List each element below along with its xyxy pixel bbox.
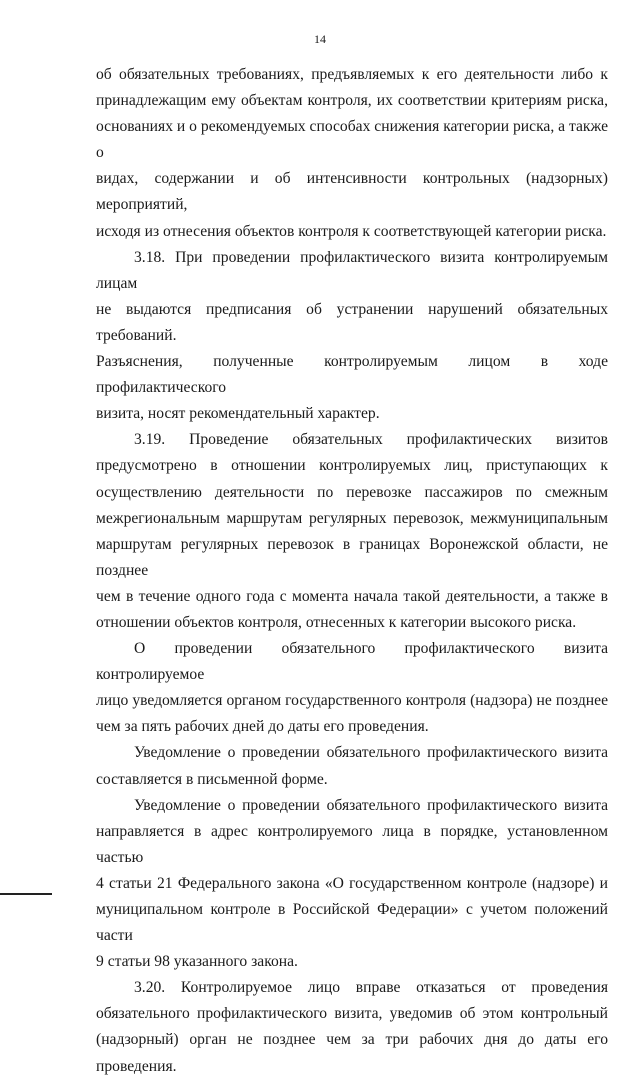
paragraph-1-line-1: об обязательных требованиях, предъявляемых к его деятельности либо к — [96, 66, 608, 83]
paragraph-4-line-2: лицо уведомляется органом государственного контроля (надзора) не позднее — [96, 692, 608, 710]
paragraph-2-line-1: 3.18. При проведении профилактического визита контролируемым лицам — [96, 248, 608, 292]
paragraph-6-line-5: 9 статьи 98 указанного закона. — [96, 953, 298, 971]
paragraph-6-line-4: муниципальном контроле в Российской Федерации» с учетом положений части — [96, 901, 608, 945]
paragraph-1-line-4: видах, содержании и об интенсивности контрольных (надзорных) мероприятий, — [96, 170, 608, 214]
paragraph-2-line-2: не выдаются предписания об устранении нарушений обязательных требований. — [96, 300, 608, 344]
page-number: 14 — [314, 32, 326, 46]
paragraph-6-line-3: 4 статьи 21 Федерального закона «О государственном контроле (надзоре) и — [96, 874, 608, 892]
paragraph-4-line-3: чем за пять рабочих дней до даты его проведения. — [96, 718, 429, 736]
paragraph-4-line-1: О проведении обязательного профилактического визита контролируемое — [96, 640, 608, 684]
body-text — [96, 62, 608, 1080]
paragraph-2-line-4: визита, носят рекомендательный характер. — [96, 405, 380, 423]
scan-edge-mark — [0, 893, 52, 895]
paragraph-3-line-2: предусмотрено в отношении контролируемых лиц, приступающих к — [96, 457, 608, 475]
paragraph-5-line-1: Уведомление о проведении обязательного профилактического визита — [134, 744, 608, 762]
paragraph-3-line-7: отношении объектов контроля, отнесенных к категории высокого риска. — [96, 613, 577, 631]
paragraph-6-line-1: Уведомление о проведении обязательного профилактического визита — [134, 796, 608, 814]
paragraph-5-line-2: составляется в письменной форме. — [96, 770, 328, 788]
paragraph-3-line-6: чем в течение одного года с момента начала такой деятельности, а также в — [96, 587, 608, 605]
paragraph-1-line-5: исходя из отнесения объектов контроля к соответствующей категории риска. — [96, 222, 607, 240]
paragraph-2-line-3: Разъяснения, полученные контролируемым лицом в ходе профилактического — [96, 353, 608, 397]
paragraph-3-line-1: 3.19. Проведение обязательных профилактических визитов — [134, 431, 608, 449]
paragraph-6-line-2: направляется в адрес контролируемого лица в порядке, установленном частью — [96, 822, 608, 866]
paragraph-1-line-3: основаниях и о рекомендуемых способах снижения категории риска, а также о — [96, 118, 608, 162]
paragraph-3-line-5: маршрутам регулярных перевозок в границах Воронежской области, не позднее — [96, 535, 608, 579]
paragraph-7-line-1: 3.20. Контролируемое лицо вправе отказаться от проведения — [134, 979, 608, 997]
paragraph-1-line-2: принадлежащим ему объектам контроля, их соответствии критериям риска, — [96, 92, 608, 110]
paragraph-7-line-3: (надзорный) орган не позднее чем за три рабочих дня до даты его проведения. — [96, 1031, 608, 1075]
paragraph-3-line-3: осуществлению деятельности по перевозке пассажиров по смежным — [96, 483, 608, 501]
paragraph-7-line-2: обязательного профилактического визита, уведомив об этом контрольный — [96, 1005, 608, 1023]
paragraph-3-line-4: межрегиональным маршрутам регулярных перевозок, межмуниципальным — [96, 509, 608, 527]
